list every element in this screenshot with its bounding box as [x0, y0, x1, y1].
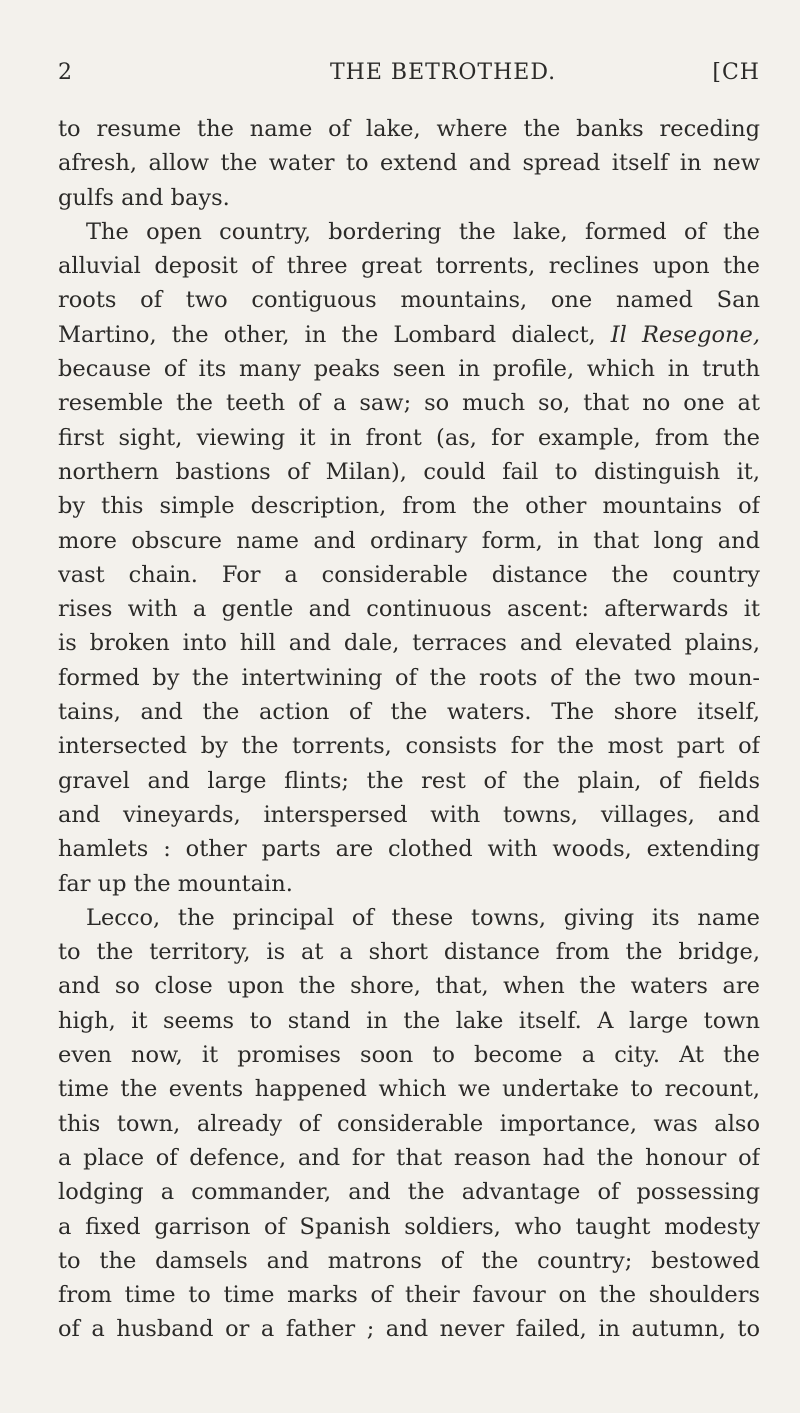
- paragraph: [58, 215, 760, 901]
- text-line: far up the mountain.: [58, 870, 293, 897]
- text-line: of a husband or a father ; and never failed, in autumn, to: [58, 1316, 760, 1343]
- paragraph: [58, 112, 760, 215]
- text-line: because of its many peaks seen in profile, which in truth: [58, 356, 760, 383]
- text-line: and so close upon the shore, that, when the waters are: [58, 973, 760, 1000]
- text-line: more obscure name and ordinary form, in that long and: [58, 527, 760, 554]
- text-line: roots of two contiguous mountains, one named San: [58, 287, 760, 314]
- text-line: by this simple description, from the other mountains of: [58, 493, 760, 520]
- text-line: gulfs and bays.: [58, 184, 230, 211]
- text-line: resemble the teeth of a saw; so much so, that no one at: [58, 390, 760, 417]
- text-line: is broken into hill and dale, terraces and elevated plains,: [58, 630, 760, 657]
- book-title: THE BETROTHED.: [330, 60, 557, 85]
- text-line: even now, it promises soon to become a city. At the: [58, 1042, 760, 1069]
- text-line: to resume the name of lake, where the banks receding: [58, 116, 760, 142]
- text-line: Lecco, the principal of these towns, giving its name: [86, 904, 760, 931]
- text-line: [58, 318, 760, 352]
- text-line: gravel and large flints; the rest of the plain, of fields: [58, 767, 760, 794]
- text-line: vast chain. For a considerable distance the country: [58, 561, 760, 588]
- text-line: northern bastions of Milan), could fail to distinguish it,: [58, 458, 760, 485]
- text-line: tains, and the action of the waters. The shore itself,: [58, 699, 760, 726]
- text-line: lodging a commander, and the advantage of possessing: [58, 1179, 760, 1206]
- text-line: time the events happened which we undertake to recount,: [58, 1076, 760, 1103]
- text-line: alluvial deposit of three great torrents, reclines upon the: [58, 253, 760, 280]
- text-line: formed by the intertwining of the roots of the two moun-: [58, 664, 760, 691]
- text-line: and vineyards, interspersed with towns, villages, and: [58, 801, 760, 828]
- text-line: high, it seems to stand in the lake itself. A large town: [58, 1007, 760, 1034]
- chapter-abbrev: [CH: [712, 60, 760, 85]
- text-line: to the damsels and matrons of the country; bestowed: [58, 1247, 760, 1274]
- body-text: [58, 112, 760, 1347]
- text-line: rises with a gentle and continuous ascent: afterwards it: [58, 596, 760, 623]
- text-line: this town, already of considerable importance, was also: [58, 1110, 760, 1137]
- text-line: hamlets : other parts are clothed with woods, extending: [58, 836, 760, 863]
- page-number: 2: [58, 60, 73, 85]
- text-line: to the territory, is at a short distance from the bridge,: [58, 939, 760, 966]
- text-fragment: Martino, the other, in the Lombard dialect,: [58, 321, 611, 348]
- place-name-italic: Il Resegone,: [610, 321, 760, 348]
- text-line: a fixed garrison of Spanish soldiers, who taught modesty: [58, 1213, 760, 1240]
- text-line: from time to time marks of their favour on the shoulders: [58, 1282, 760, 1309]
- text-line: a place of defence, and for that reason had the honour of: [58, 1144, 760, 1171]
- paragraph: [58, 901, 760, 1347]
- running-head: [58, 60, 760, 90]
- text-line: intersected by the torrents, consists for the most part of: [58, 733, 760, 760]
- text-line: The open country, bordering the lake, formed of the: [86, 218, 760, 245]
- text-line: afresh, allow the water to extend and spread itself in new: [58, 150, 760, 177]
- text-line: first sight, viewing it in front (as, for example, from the: [58, 424, 760, 451]
